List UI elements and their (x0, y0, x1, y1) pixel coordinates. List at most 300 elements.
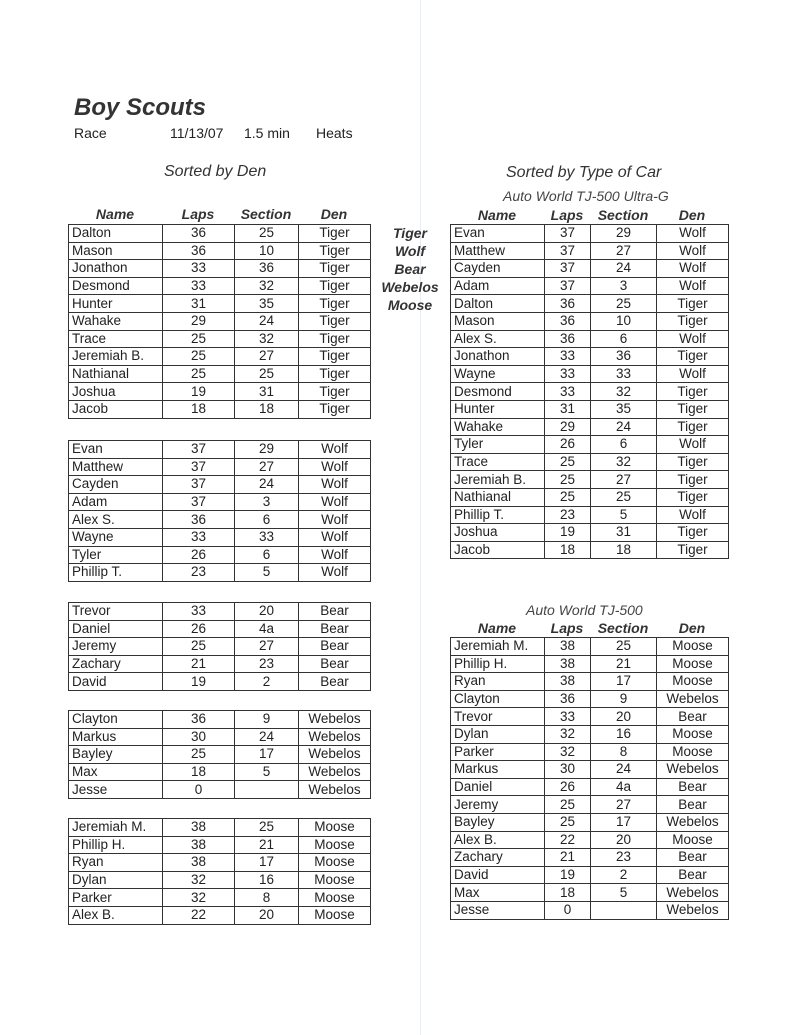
laps-cell: 26 (545, 436, 591, 454)
den-cell: Wolf (299, 564, 371, 582)
name-cell: Mason (69, 242, 163, 260)
table-row (69, 476, 371, 494)
table-row (451, 541, 729, 559)
name-cell: Jacob (69, 400, 163, 418)
laps-cell: 19 (545, 524, 591, 542)
name-cell: Phillip H. (451, 655, 545, 673)
name-cell: Joshua (69, 383, 163, 401)
section-cell: 25 (235, 365, 299, 383)
table-row (69, 400, 371, 418)
table-row (69, 728, 371, 746)
laps-cell: 25 (545, 488, 591, 506)
name-cell: Bayley (451, 813, 545, 831)
laps-cell: 38 (545, 655, 591, 673)
table-row (69, 277, 371, 295)
den-cell: Bear (299, 655, 371, 673)
laps-cell: 25 (545, 796, 591, 814)
laps-cell: 19 (545, 866, 591, 884)
laps-cell: 29 (545, 418, 591, 436)
den-cell: Moose (657, 743, 729, 761)
section-cell: 25 (591, 295, 657, 313)
table-row (451, 524, 729, 542)
table-row (69, 906, 371, 924)
laps-cell: 29 (163, 312, 235, 330)
table-row (451, 312, 729, 330)
name-cell: Clayton (451, 690, 545, 708)
section-cell: 20 (591, 831, 657, 849)
section-cell: 25 (235, 225, 299, 243)
den-cell: Tiger (299, 277, 371, 295)
page-fold-line (420, 0, 421, 1035)
den-cell: Webelos (657, 884, 729, 902)
table-row (451, 901, 729, 919)
table-row (69, 528, 371, 546)
laps-cell: 18 (163, 400, 235, 418)
section-cell: 6 (235, 546, 299, 564)
table-row (69, 871, 371, 889)
den-cell: Tiger (299, 330, 371, 348)
table-row (451, 866, 729, 884)
section-cell: 8 (591, 743, 657, 761)
name-cell: Jacob (451, 541, 545, 559)
den-cell: Moose (299, 819, 371, 837)
section-cell: 27 (235, 458, 299, 476)
den-cell: Wolf (657, 436, 729, 454)
name-cell: Wahake (451, 418, 545, 436)
name-cell: Phillip T. (69, 564, 163, 582)
laps-cell: 36 (545, 330, 591, 348)
section-cell (591, 901, 657, 919)
laps-cell: 32 (545, 743, 591, 761)
name-cell: Phillip T. (451, 506, 545, 524)
table-row (69, 620, 371, 638)
name-cell: Phillip H. (69, 836, 163, 854)
table-row (69, 383, 371, 401)
section-cell: 29 (591, 225, 657, 243)
ultra-col-section: Section (597, 207, 649, 223)
den-cell: Wolf (657, 225, 729, 243)
table-row (451, 348, 729, 366)
name-cell: Tyler (451, 436, 545, 454)
laps-cell: 25 (545, 453, 591, 471)
table-row (69, 441, 371, 459)
name-cell: Hunter (69, 295, 163, 313)
laps-cell: 37 (545, 242, 591, 260)
name-cell: Markus (69, 728, 163, 746)
section-cell: 17 (591, 673, 657, 691)
name-cell: Hunter (451, 400, 545, 418)
name-cell: Zachary (451, 849, 545, 867)
den-cell: Wolf (657, 260, 729, 278)
den-cell: Tiger (299, 260, 371, 278)
section-cell: 9 (591, 690, 657, 708)
table-row (69, 225, 371, 243)
den-cell: Wolf (299, 493, 371, 511)
table-row (451, 295, 729, 313)
tj-col-section: Section (597, 620, 649, 636)
table-row (451, 673, 729, 691)
table-row (69, 889, 371, 907)
den-cell: Tiger (657, 400, 729, 418)
den-cell: Webelos (657, 761, 729, 779)
den-cell: Wolf (657, 506, 729, 524)
table-row (451, 690, 729, 708)
den-cell: Bear (657, 708, 729, 726)
page-title: Boy Scouts (74, 94, 207, 121)
laps-cell: 37 (163, 476, 235, 494)
name-cell: Jesse (451, 901, 545, 919)
section-cell: 36 (235, 260, 299, 278)
section-cell: 17 (591, 813, 657, 831)
name-cell: Cayden (451, 260, 545, 278)
table-row (69, 638, 371, 656)
section-cell: 35 (235, 295, 299, 313)
table-row (451, 761, 729, 779)
table-row (451, 813, 729, 831)
left-heading: Sorted by Den (164, 163, 267, 180)
section-cell: 24 (235, 476, 299, 494)
left-col-section: Section (240, 206, 292, 222)
section-cell (235, 781, 299, 799)
laps-cell: 26 (163, 546, 235, 564)
den-cell: Wolf (299, 476, 371, 494)
section-cell: 4a (591, 778, 657, 796)
table-row (451, 453, 729, 471)
ultra-g-table (450, 224, 729, 559)
laps-cell: 26 (163, 620, 235, 638)
den-cell: Webelos (657, 690, 729, 708)
table-row (69, 458, 371, 476)
table-row (69, 763, 371, 781)
section-cell: 27 (591, 796, 657, 814)
section-cell: 21 (235, 836, 299, 854)
table-row (451, 225, 729, 243)
den-cell: Moose (657, 638, 729, 656)
ultra-col-laps: Laps (550, 207, 584, 223)
name-cell: Evan (451, 225, 545, 243)
laps-cell: 32 (545, 725, 591, 743)
table-row (451, 418, 729, 436)
right-heading: Sorted by Type of Car (506, 164, 662, 181)
laps-cell: 36 (545, 295, 591, 313)
section-cell: 5 (235, 564, 299, 582)
section-cell: 33 (235, 528, 299, 546)
name-cell: Jeremiah M. (69, 819, 163, 837)
section-cell: 24 (235, 728, 299, 746)
name-cell: Trevor (451, 708, 545, 726)
table-row (451, 242, 729, 260)
section-cell: 2 (235, 673, 299, 691)
section-cell: 27 (591, 242, 657, 260)
name-cell: Ryan (451, 673, 545, 691)
name-cell: Ryan (69, 854, 163, 872)
name-cell: Cayden (69, 476, 163, 494)
den-cell: Tiger (657, 541, 729, 559)
section-cell: 32 (591, 453, 657, 471)
den-cell: Bear (657, 796, 729, 814)
section-cell: 35 (591, 400, 657, 418)
race-label: Race (74, 125, 107, 141)
table-row (69, 603, 371, 621)
laps-cell: 37 (163, 441, 235, 459)
den-cell: Wolf (299, 441, 371, 459)
section-cell: 2 (591, 866, 657, 884)
den-cell: Moose (657, 673, 729, 691)
left-col-name: Name (95, 206, 135, 222)
laps-cell: 38 (163, 854, 235, 872)
laps-cell: 36 (163, 242, 235, 260)
laps-cell: 31 (545, 400, 591, 418)
section-cell: 16 (591, 725, 657, 743)
name-cell: Nathianal (69, 365, 163, 383)
name-cell: Adam (69, 493, 163, 511)
table-row (451, 436, 729, 454)
laps-cell: 38 (545, 638, 591, 656)
section-cell: 3 (235, 493, 299, 511)
name-cell: David (69, 673, 163, 691)
laps-cell: 22 (163, 906, 235, 924)
laps-cell: 21 (163, 655, 235, 673)
laps-cell: 37 (545, 277, 591, 295)
laps-cell: 36 (545, 690, 591, 708)
section-cell: 29 (235, 441, 299, 459)
laps-cell: 32 (163, 871, 235, 889)
left-col-den: Den (320, 206, 348, 222)
table-row (69, 295, 371, 313)
section-cell: 17 (235, 854, 299, 872)
name-cell: Adam (451, 277, 545, 295)
laps-cell: 32 (163, 889, 235, 907)
tj500-title: Auto World TJ-500 (526, 602, 643, 618)
name-cell: Alex S. (69, 511, 163, 529)
name-cell: Jonathon (451, 348, 545, 366)
laps-cell: 37 (545, 225, 591, 243)
name-cell: Trace (69, 330, 163, 348)
laps-cell: 0 (545, 901, 591, 919)
den-cell: Tiger (299, 383, 371, 401)
laps-cell: 33 (545, 383, 591, 401)
den-cell: Tiger (657, 418, 729, 436)
tj-col-laps: Laps (550, 620, 584, 636)
laps-cell: 18 (545, 884, 591, 902)
name-cell: Alex B. (69, 906, 163, 924)
table-row (451, 330, 729, 348)
laps-cell: 26 (545, 778, 591, 796)
den-cell: Tiger (657, 383, 729, 401)
legend-tiger: Tiger (393, 225, 427, 241)
table-row (451, 638, 729, 656)
den-cell: Bear (299, 603, 371, 621)
section-cell: 25 (591, 638, 657, 656)
den-cell: Webelos (657, 901, 729, 919)
laps-cell: 33 (163, 528, 235, 546)
laps-cell: 33 (163, 603, 235, 621)
section-cell: 18 (235, 400, 299, 418)
name-cell: Evan (69, 441, 163, 459)
webelos-den-table (68, 710, 371, 799)
laps-cell: 23 (545, 506, 591, 524)
laps-cell: 25 (163, 330, 235, 348)
section-cell: 32 (235, 330, 299, 348)
section-cell: 24 (591, 260, 657, 278)
name-cell: Mason (451, 312, 545, 330)
table-row (69, 746, 371, 764)
name-cell: Dalton (451, 295, 545, 313)
den-cell: Tiger (299, 348, 371, 366)
laps-cell: 38 (163, 836, 235, 854)
moose-den-table (68, 818, 371, 925)
table-row (69, 511, 371, 529)
legend-webelos: Webelos (381, 279, 439, 295)
section-cell: 10 (591, 312, 657, 330)
section-cell: 27 (235, 638, 299, 656)
laps-cell: 33 (545, 348, 591, 366)
name-cell: Desmond (451, 383, 545, 401)
table-row (69, 546, 371, 564)
den-cell: Moose (657, 831, 729, 849)
table-row (69, 781, 371, 799)
table-row (451, 884, 729, 902)
section-cell: 18 (591, 541, 657, 559)
den-cell: Wolf (657, 242, 729, 260)
ultra-g-title: Auto World TJ-500 Ultra-G (503, 188, 669, 204)
section-cell: 9 (235, 711, 299, 729)
table-row (69, 819, 371, 837)
den-cell: Bear (299, 638, 371, 656)
den-cell: Webelos (299, 781, 371, 799)
laps-cell: 19 (163, 383, 235, 401)
name-cell: Max (451, 884, 545, 902)
laps-cell: 22 (545, 831, 591, 849)
table-row (69, 260, 371, 278)
den-cell: Tiger (657, 312, 729, 330)
name-cell: Dalton (69, 225, 163, 243)
section-cell: 16 (235, 871, 299, 889)
name-cell: Max (69, 763, 163, 781)
section-cell: 5 (591, 884, 657, 902)
name-cell: Trevor (69, 603, 163, 621)
name-cell: Desmond (69, 277, 163, 295)
left-col-laps: Laps (181, 206, 215, 222)
laps-cell: 30 (545, 761, 591, 779)
section-cell: 21 (591, 655, 657, 673)
section-cell: 25 (591, 488, 657, 506)
name-cell: Zachary (69, 655, 163, 673)
name-cell: Jesse (69, 781, 163, 799)
table-row (451, 743, 729, 761)
table-row (69, 330, 371, 348)
name-cell: Markus (451, 761, 545, 779)
den-cell: Moose (657, 655, 729, 673)
table-row (69, 348, 371, 366)
name-cell: Wahake (69, 312, 163, 330)
table-row (451, 849, 729, 867)
name-cell: Bayley (69, 746, 163, 764)
table-row (451, 708, 729, 726)
den-cell: Moose (299, 871, 371, 889)
name-cell: Jeremiah B. (451, 471, 545, 489)
name-cell: Jeremiah B. (69, 348, 163, 366)
table-row (69, 493, 371, 511)
heats-label: Heats (316, 125, 353, 141)
section-cell: 23 (235, 655, 299, 673)
laps-cell: 37 (163, 493, 235, 511)
den-cell: Tiger (657, 471, 729, 489)
name-cell: Jeremy (69, 638, 163, 656)
bear-den-table (68, 602, 371, 691)
den-cell: Bear (299, 673, 371, 691)
den-cell: Wolf (299, 546, 371, 564)
table-row (451, 488, 729, 506)
section-cell: 31 (591, 524, 657, 542)
table-row (69, 673, 371, 691)
den-cell: Tiger (299, 295, 371, 313)
den-cell: Tiger (299, 225, 371, 243)
table-row (69, 312, 371, 330)
ultra-col-den: Den (678, 207, 706, 223)
section-cell: 32 (235, 277, 299, 295)
table-row (451, 796, 729, 814)
table-row (451, 277, 729, 295)
section-cell: 24 (591, 418, 657, 436)
race-date: 11/13/07 (170, 125, 224, 141)
laps-cell: 36 (545, 312, 591, 330)
den-cell: Webelos (299, 763, 371, 781)
laps-cell: 25 (163, 746, 235, 764)
section-cell: 20 (591, 708, 657, 726)
laps-cell: 18 (545, 541, 591, 559)
section-cell: 17 (235, 746, 299, 764)
name-cell: Nathianal (451, 488, 545, 506)
table-row (69, 711, 371, 729)
den-cell: Bear (299, 620, 371, 638)
section-cell: 24 (591, 761, 657, 779)
laps-cell: 21 (545, 849, 591, 867)
section-cell: 6 (591, 330, 657, 348)
laps-cell: 18 (163, 763, 235, 781)
den-cell: Wolf (299, 528, 371, 546)
table-row (69, 365, 371, 383)
table-row (451, 831, 729, 849)
tj-col-name: Name (477, 620, 517, 636)
den-cell: Tiger (657, 295, 729, 313)
name-cell: Parker (69, 889, 163, 907)
laps-cell: 23 (163, 564, 235, 582)
section-cell: 27 (235, 348, 299, 366)
den-cell: Wolf (299, 511, 371, 529)
section-cell: 36 (591, 348, 657, 366)
tj500-table (450, 637, 729, 920)
section-cell: 6 (235, 511, 299, 529)
name-cell: Matthew (69, 458, 163, 476)
laps-cell: 33 (163, 260, 235, 278)
den-cell: Wolf (299, 458, 371, 476)
section-cell: 31 (235, 383, 299, 401)
table-row (451, 655, 729, 673)
name-cell: Dylan (451, 725, 545, 743)
name-cell: Daniel (69, 620, 163, 638)
name-cell: David (451, 866, 545, 884)
laps-cell: 0 (163, 781, 235, 799)
section-cell: 23 (591, 849, 657, 867)
table-row (451, 506, 729, 524)
name-cell: Clayton (69, 711, 163, 729)
table-row (451, 365, 729, 383)
laps-cell: 31 (163, 295, 235, 313)
name-cell: Trace (451, 453, 545, 471)
table-row (451, 778, 729, 796)
laps-cell: 38 (545, 673, 591, 691)
